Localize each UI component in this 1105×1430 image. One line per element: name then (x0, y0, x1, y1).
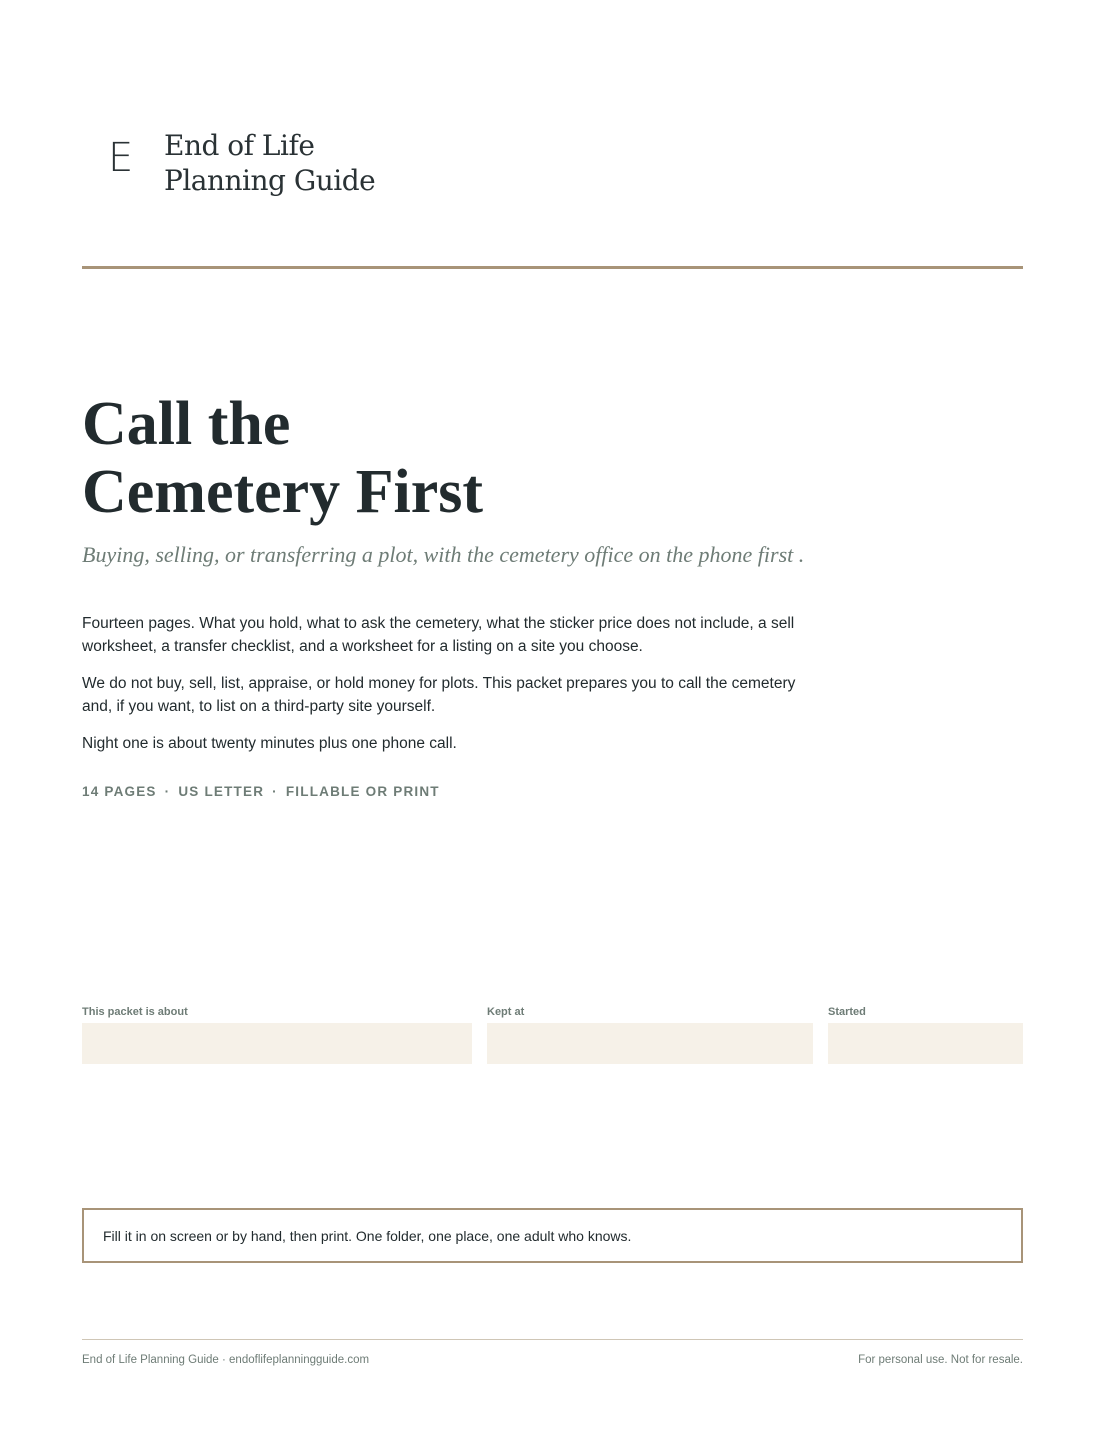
started-field[interactable] (828, 1023, 1023, 1064)
packet-meta (82, 784, 440, 799)
about-field[interactable] (82, 1023, 472, 1064)
page-subtitle: Buying, selling, or transferring a plot, with the cemetery office on the phone first . (82, 542, 805, 567)
brand-name-line1: End of Life (164, 129, 315, 162)
footer-divider (82, 1339, 1023, 1340)
kept-at-field-group (487, 1005, 813, 1064)
logo-mark-icon: E (108, 135, 134, 181)
meta-paper: US LETTER (178, 784, 265, 799)
intro-paragraph-2: We do not buy, sell, list, appraise, or hold money for plots. This packet prepares you to call the cemetery and, if you want, to list on a third-party site yourself. (82, 675, 796, 715)
footer-license: For personal use. Not for resale. (858, 1354, 1023, 1366)
header-divider (82, 266, 1023, 269)
meta-pages: 14 PAGES (82, 784, 157, 799)
about-field-label: This packet is about (82, 1006, 188, 1018)
started-field-group (828, 1005, 1023, 1064)
intro-text (82, 612, 812, 769)
kept-at-field[interactable] (487, 1023, 813, 1064)
title-line2: Cemetery First (82, 458, 484, 526)
footer-site: End of Life Planning Guide · endoflifeplanningguide.com (82, 1354, 370, 1366)
meta-separator: · (272, 784, 278, 799)
brand-name-line2: Planning Guide (164, 164, 376, 197)
page-title (82, 390, 842, 526)
kept-at-field-label: Kept at (487, 1006, 525, 1018)
about-field-group (82, 1005, 472, 1064)
meta-separator: · (164, 784, 171, 799)
intro-paragraph-1: Fourteen pages. What you hold, what to ask the cemetery, what the sticker price does not include, a sell worksheet, a transfer checklist, and a worksheet for a listing on a site you choose. (82, 615, 795, 655)
brand-name (164, 128, 375, 198)
instructions-note-text: Fill it in on screen or by hand, then print. One folder, one place, one adult who knows. (103, 1227, 632, 1244)
brand-logo (108, 128, 375, 198)
started-field-label: Started (828, 1006, 866, 1018)
title-line1: Call the (82, 390, 291, 458)
meta-format: FILLABLE OR PRINT (285, 784, 440, 799)
intro-paragraph-3: Night one is about twenty minutes plus one phone call. (82, 735, 457, 752)
instructions-note (82, 1208, 1023, 1263)
